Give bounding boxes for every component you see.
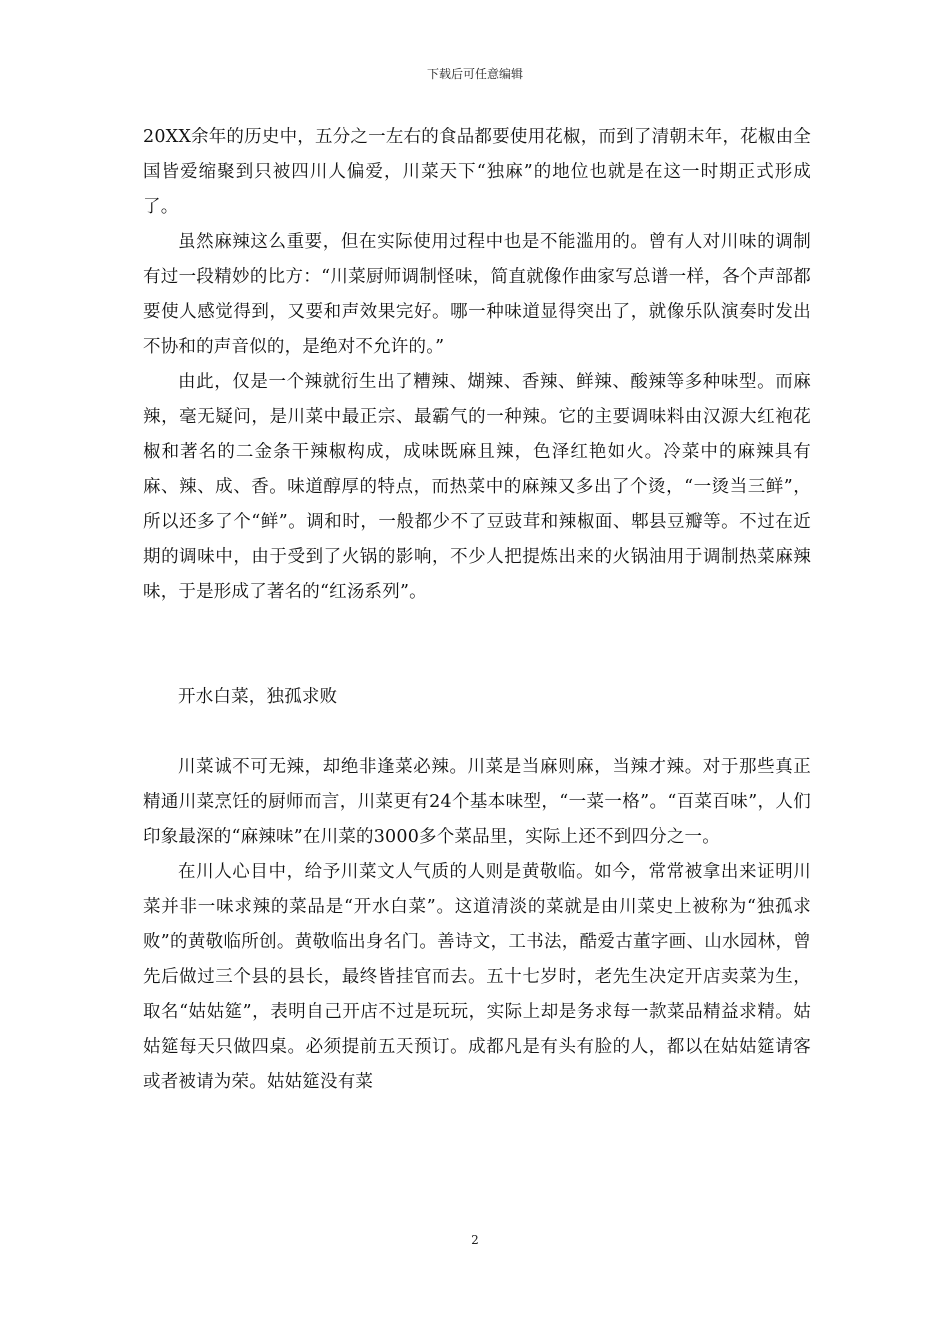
paragraph-continuation: 20XX余年的历史中，五分之一左右的食品都要使用花椒，而到了清朝末年，花椒由全国皆爱缩聚到只被四川人偏爱，川菜天下“独麻”的地位也就是在这一时期正式形成了。	[143, 127, 811, 217]
heading-gap	[143, 715, 811, 750]
section-gap	[143, 610, 811, 680]
paragraph-flavor-types: 川菜诚不可无辣，却绝非逢菜必辣。川菜是当麻则麻，当辣才辣。对于那些真正精通川菜烹饪的厨师而言，川菜更有24个基本味型，“一菜一格”。“百菜百味”，人们印象最深的“麻辣味”在川菜的3000多个菜品里，实际上还不到四分之一。	[143, 757, 811, 847]
page-number: 2	[471, 1233, 479, 1247]
section-heading: 开水白菜，独孤求败	[178, 687, 338, 707]
document-body	[143, 120, 811, 1100]
paragraph-huang-jinglin: 在川人心目中，给予川菜文人气质的人则是黄敬临。如今，常常被拿出来证明川菜并非一味求辣的菜品是“开水白菜”。这道清淡的菜就是由川菜史上被称为“独孤求败”的黄敬临所创。黄敬临出身名门。善诗文，工书法，酷爱古董字画、山水园林，曾先后做过三个县的县长，最终皆挂官而去。五十七岁时，老先生决定开店卖菜为生，取名“姑姑筵”，表明自己开店不过是玩玩，实际上却是务求每一款菜品精益求精。姑姑筵每天只做四桌。必须提前五天预订。成都凡是有头有脸的人，都以在姑姑筵请客或者被请为荣。姑姑筵没有菜	[143, 862, 811, 1092]
page-header: 下载后可任意编辑	[426, 67, 523, 81]
paragraph-mala-usage: 虽然麻辣这么重要，但在实际使用过程中也是不能滥用的。曾有人对川味的调制有过一段精妙的比方：“川菜厨师调制怪味，简直就像作曲家写总谱一样，各个声部都要使人感觉得到，又要和声效果完好。哪一种味道显得突出了，就像乐队演奏时发出不协和的声音似的，是绝对不允许的。”	[143, 232, 811, 357]
paragraph-spicy-types: 由此，仅是一个辣就衍生出了糟辣、煳辣、香辣、鲜辣、酸辣等多种味型。而麻辣，毫无疑问，是川菜中最正宗、最霸气的一种辣。它的主要调味料由汉源大红袍花椒和著名的二金条干辣椒构成，成味既麻且辣，色泽红艳如火。冷菜中的麻辣具有麻、辣、成、香。味道醇厚的特点，而热菜中的麻辣又多出了个烫，“一烫当三鲜”，所以还多了个“鲜”。调和时，一般都少不了豆豉茸和辣椒面、郫县豆瓣等。不过在近期的调味中，由于受到了火锅的影响，不少人把提炼出来的火锅油用于调制热菜麻辣味，于是形成了著名的“红汤系列”。	[143, 372, 811, 602]
